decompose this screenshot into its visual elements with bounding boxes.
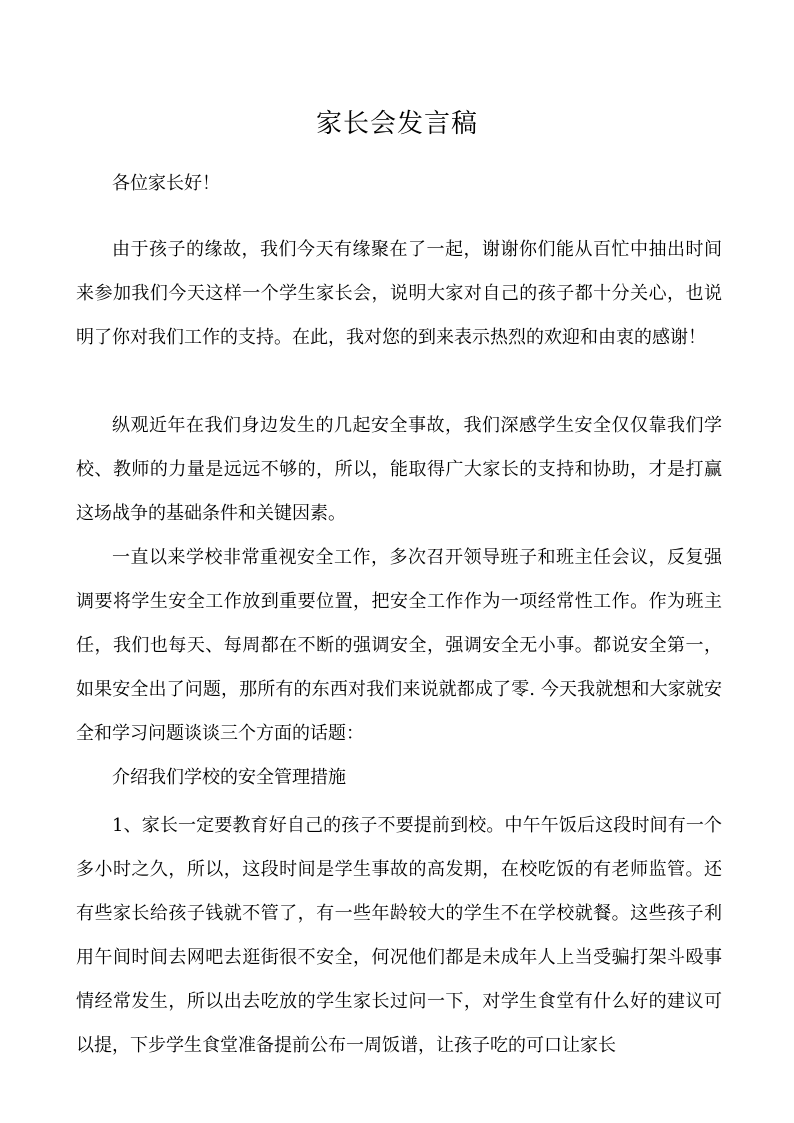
safety-concern-paragraph: 纵观近年在我们身边发生的几起安全事故，我们深感学生安全仅仅靠我们学校、教师的力量是远远不够的，所以，能取得广大家长的支持和协助，才是打赢这场战争的基础条件和关键因素。: [76, 415, 722, 524]
section-heading-paragraph: 介绍我们学校的安全管理措施: [112, 767, 346, 788]
intro-paragraph: 由于孩子的缘故，我们今天有缘聚在了一起，谢谢你们能从百忙中抽出时间来参加我们今天这样一个学生家长会，说明大家对自己的孩子都十分关心，也说明了你对我们工作的支持。在此，我对您的到来表示热烈的欢迎和由衷的感谢！: [76, 239, 722, 348]
school-safety-work-paragraph: 一直以来学校非常重视安全工作，多次召开领导班子和班主任会议，反复强调要将学生安全工作放到重要位置，把安全工作作为一项经常性工作。作为班主任，我们也每天、每周都在不断的强调安全，强调安全无小事。都说安全第一，如果安全出了问题，那所有的东西对我们来说就都成了零. 今天我就想和大家就安全和学习问题谈谈三个方面的话题：: [76, 547, 722, 744]
document-title: 家长会发言稿: [315, 109, 478, 139]
item-one-paragraph: 1、家长一定要教育好自己的孩子不要提前到校。中午午饭后这段时间有一个多小时之久，所以，这段时间是学生事故的高发期，在校吃饭的有老师监管。还有些家长给孩子钱就不管了，有一些年龄较大的学生不在学校就餐。这些孩子利用午间时间去网吧去逛街很不安全，何况他们都是未成年人上当受骗打架斗殴事情经常发生，所以出去吃放的学生家长过问一下，对学生食堂有什么好的建议可以提，下步学生食堂准备提前公布一周饭谱，让孩子吃的可口让家长: [76, 815, 722, 1056]
greeting-paragraph: 各位家长好！: [112, 173, 220, 194]
